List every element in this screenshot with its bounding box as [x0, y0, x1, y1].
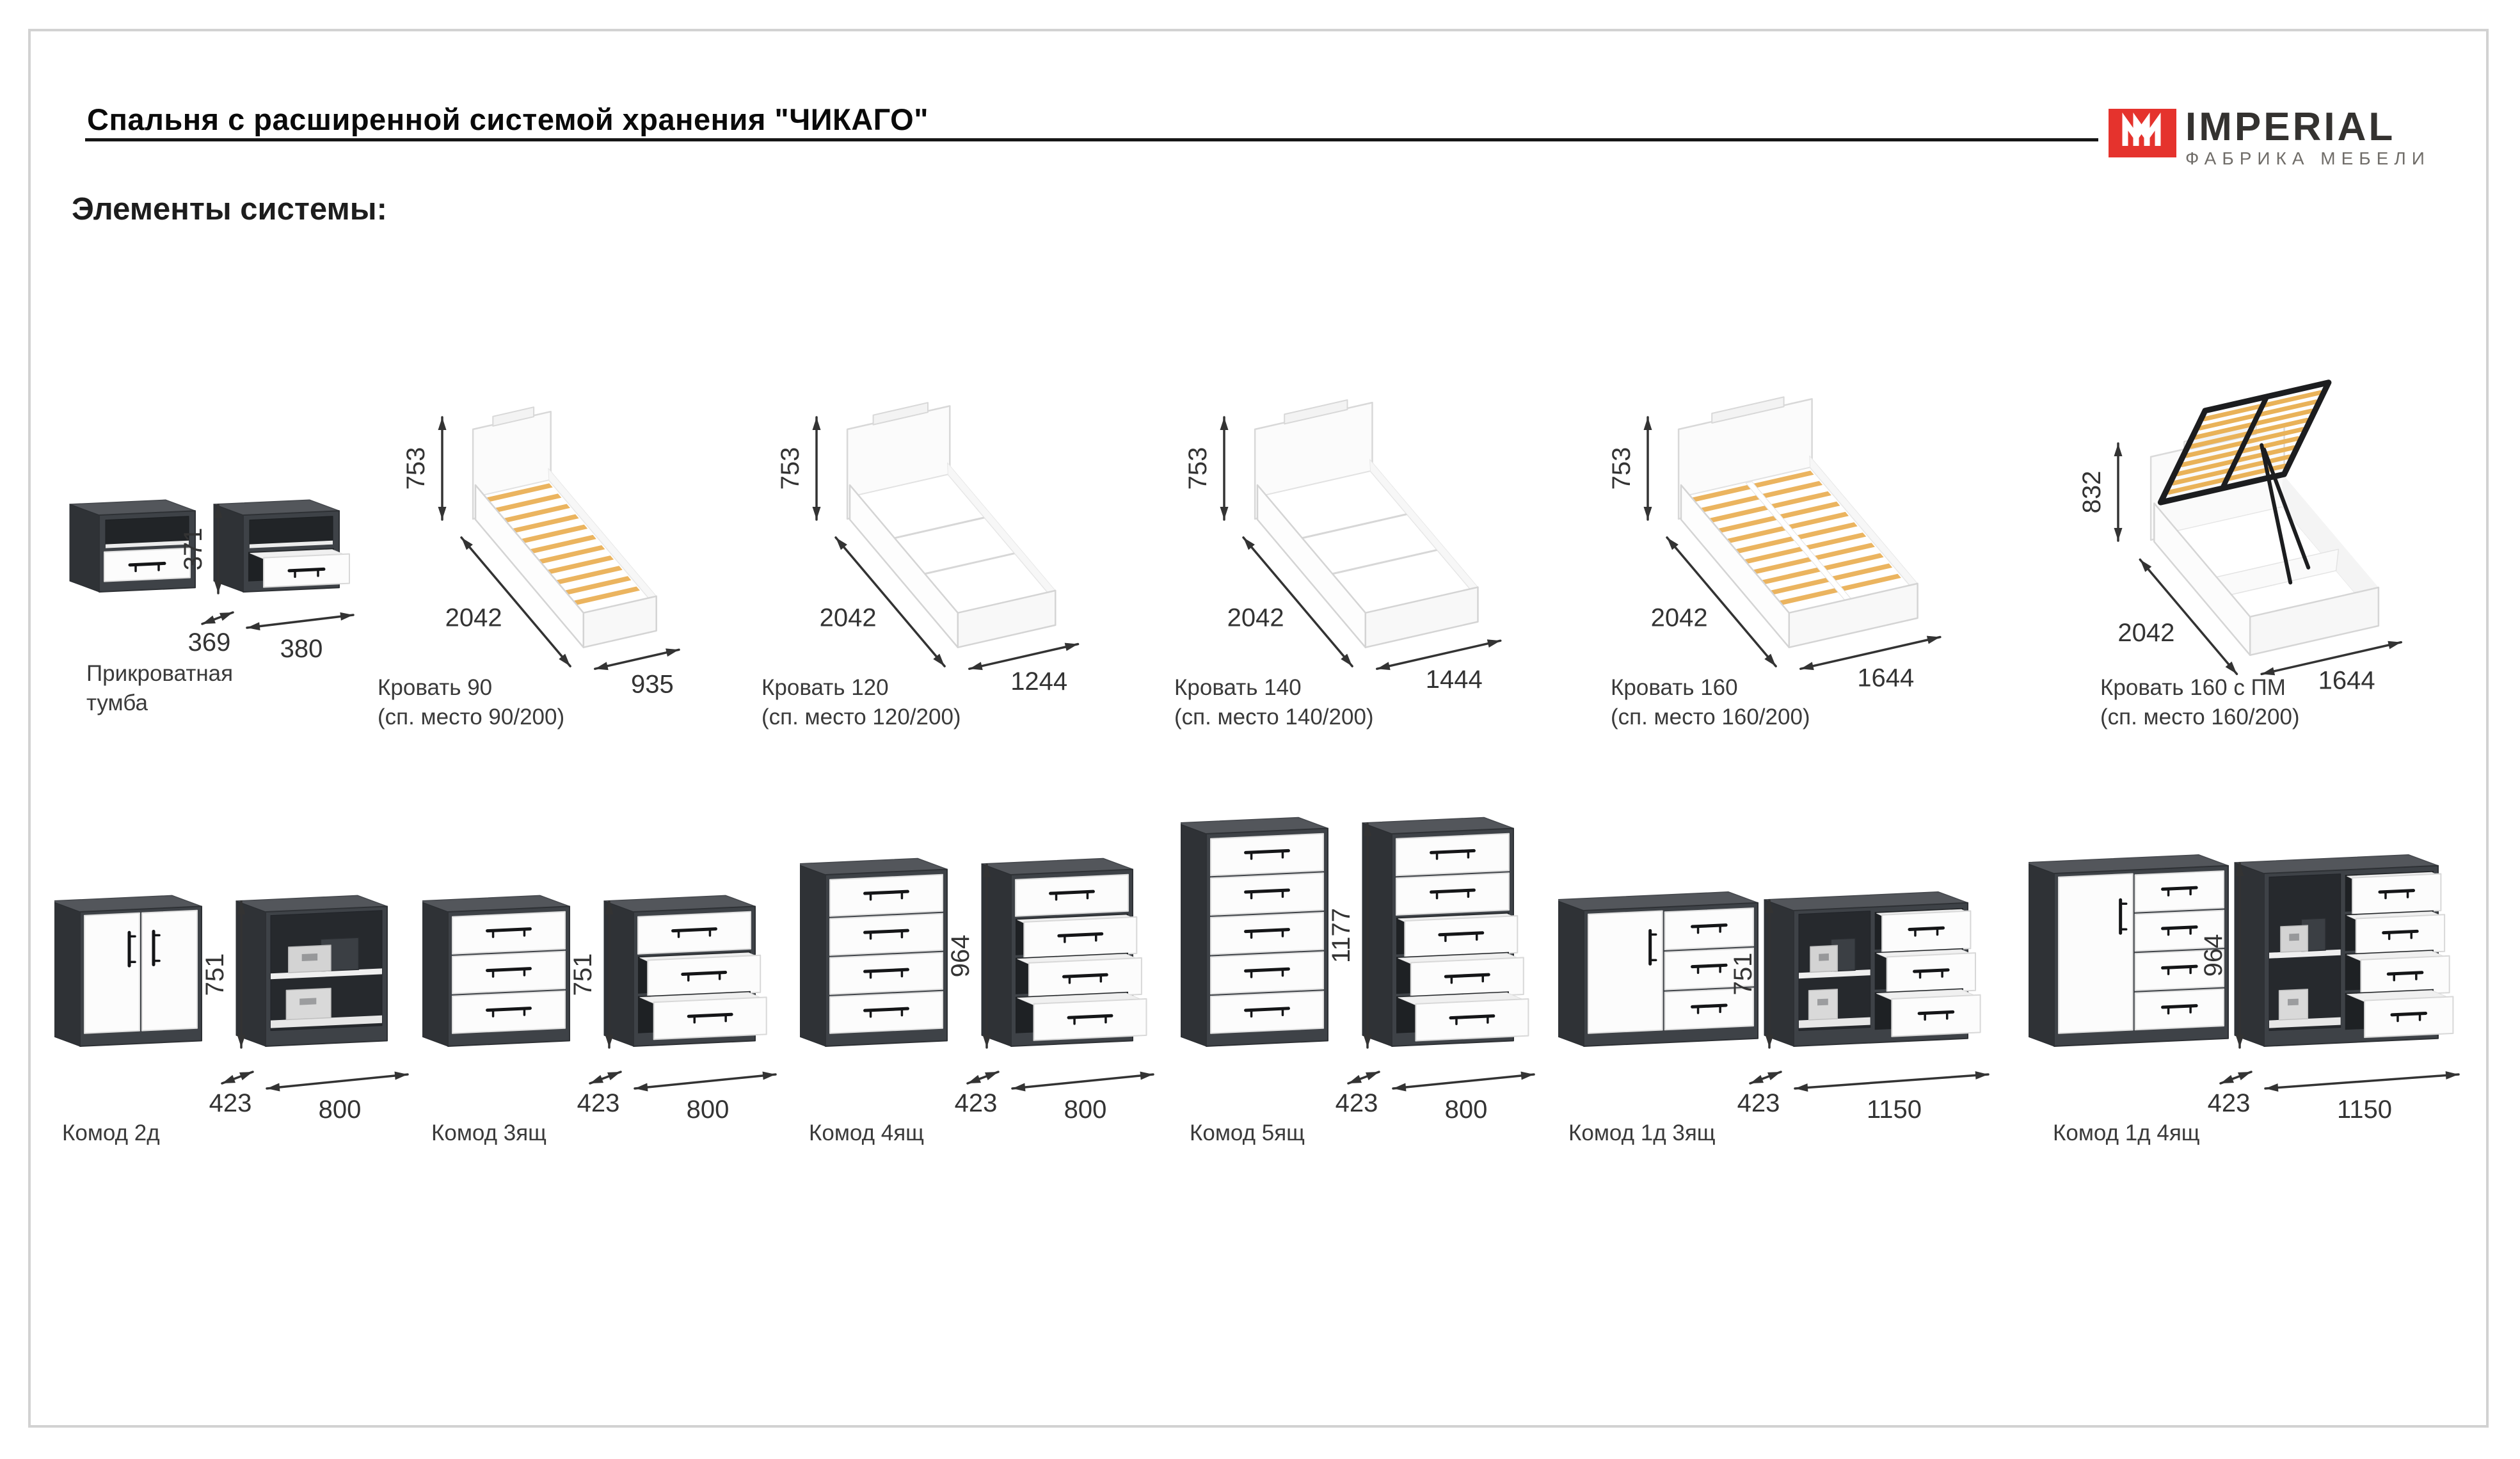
svg-text:423: 423: [2207, 1089, 2251, 1117]
product-card-bed160: [1571, 358, 2016, 742]
svg-text:753: 753: [1184, 447, 1212, 490]
svg-text:380: 380: [280, 635, 323, 663]
product-card-bed160pm: [2022, 358, 2515, 742]
svg-text:935: 935: [631, 670, 674, 699]
product-card-tumba: [61, 358, 368, 742]
product-name: Прикроватная тумба: [86, 661, 234, 716]
svg-text:369: 369: [187, 628, 231, 657]
svg-text:1150: 1150: [1866, 1096, 1922, 1124]
product-spec: (сп. место 90/200): [378, 705, 565, 730]
product-name: Кровать 140: [1174, 675, 1302, 700]
logo-name: IMPERIAL: [2185, 105, 2396, 149]
svg-text:751: 751: [1729, 952, 1757, 996]
nightstand-illustration: [61, 358, 368, 704]
svg-text:371: 371: [179, 527, 207, 571]
product-spec: (сп. место 160/200): [1611, 705, 1810, 730]
svg-text:2042: 2042: [1227, 603, 1284, 632]
bed-140-illustration: [1149, 358, 1565, 704]
product-name: Кровать 90: [378, 675, 493, 700]
logo-tagline: ФАБРИКА МЕБЕЛИ: [2185, 148, 2430, 169]
svg-text:753: 753: [402, 447, 430, 490]
svg-text:1444: 1444: [1425, 666, 1483, 694]
brand-logo: [2109, 105, 2430, 169]
product-name: Комод 5ящ: [1190, 1120, 1305, 1145]
svg-text:800: 800: [1444, 1096, 1488, 1124]
product-name: Комод 4ящ: [809, 1120, 924, 1145]
title-underline: [85, 138, 2098, 141]
svg-text:964: 964: [946, 934, 975, 978]
product-name: Кровать 160 с ПМ: [2100, 675, 2286, 700]
bed-160-pm-illustration: [2022, 358, 2515, 704]
svg-text:964: 964: [2199, 934, 2228, 977]
logo-text: [2185, 105, 2430, 169]
product-name: Кровать 160: [1611, 675, 1738, 700]
product-name: Комод 2д: [62, 1120, 160, 1145]
bed-120-illustration: [742, 358, 1142, 704]
product-card-komod1d4: [2029, 813, 2499, 1145]
komod-4-illustration: [800, 813, 1184, 1145]
product-card-bed140: [1149, 358, 1565, 742]
svg-text:423: 423: [209, 1089, 252, 1117]
svg-text:1644: 1644: [1857, 664, 1915, 692]
svg-text:1244: 1244: [1010, 667, 1068, 696]
svg-text:753: 753: [776, 447, 804, 490]
product-name: Комод 3ящ: [431, 1120, 546, 1145]
svg-text:423: 423: [1335, 1089, 1378, 1117]
product-name: Комод 1д 4ящ: [2053, 1120, 2200, 1145]
svg-text:2042: 2042: [819, 603, 877, 632]
svg-text:753: 753: [1607, 447, 1636, 490]
komod-1d4-illustration: [2029, 813, 2499, 1145]
product-spec: (сп. место 120/200): [762, 705, 961, 730]
komod-2d-illustration: [54, 813, 422, 1145]
product-spec: (сп. место 140/200): [1174, 705, 1374, 730]
svg-text:832: 832: [2078, 470, 2106, 514]
svg-text:1644: 1644: [2318, 666, 2375, 695]
product-card-komod1d3: [1558, 813, 2016, 1145]
product-card-komod3: [422, 813, 797, 1145]
svg-text:800: 800: [318, 1096, 362, 1124]
svg-text:423: 423: [954, 1089, 998, 1117]
svg-text:423: 423: [1737, 1089, 1780, 1117]
svg-text:2042: 2042: [2117, 618, 2175, 647]
svg-text:800: 800: [686, 1096, 730, 1124]
bed-90-illustration: [368, 358, 736, 704]
komod-1d3-illustration: [1558, 813, 2016, 1145]
svg-text:751: 751: [569, 953, 597, 996]
komod-5-illustration: [1181, 813, 1558, 1145]
section-title: Элементы системы:: [72, 191, 387, 227]
svg-text:1177: 1177: [1327, 907, 1355, 964]
svg-text:2042: 2042: [445, 603, 502, 632]
bed-160-illustration: [1571, 358, 2016, 704]
product-card-bed90: [368, 358, 736, 742]
product-name: Комод 1д 3ящ: [1568, 1120, 1716, 1145]
svg-text:423: 423: [577, 1089, 620, 1117]
product-card-komod5: [1181, 813, 1558, 1145]
svg-text:800: 800: [1064, 1096, 1107, 1124]
page-title: Спальня с расширенной системой хранения "ЧИКАГО": [87, 102, 929, 137]
product-name: Кровать 120: [762, 675, 889, 700]
logo-m-icon: [2109, 109, 2176, 157]
komod-3-illustration: [422, 813, 797, 1145]
svg-text:2042: 2042: [1650, 603, 1708, 632]
product-spec: (сп. место 160/200): [2100, 705, 2300, 730]
svg-text:1150: 1150: [2336, 1096, 2393, 1124]
svg-text:751: 751: [201, 953, 229, 996]
product-card-bed120: [742, 358, 1142, 742]
product-card-komod2d: [54, 813, 422, 1145]
product-card-komod4: [800, 813, 1184, 1145]
